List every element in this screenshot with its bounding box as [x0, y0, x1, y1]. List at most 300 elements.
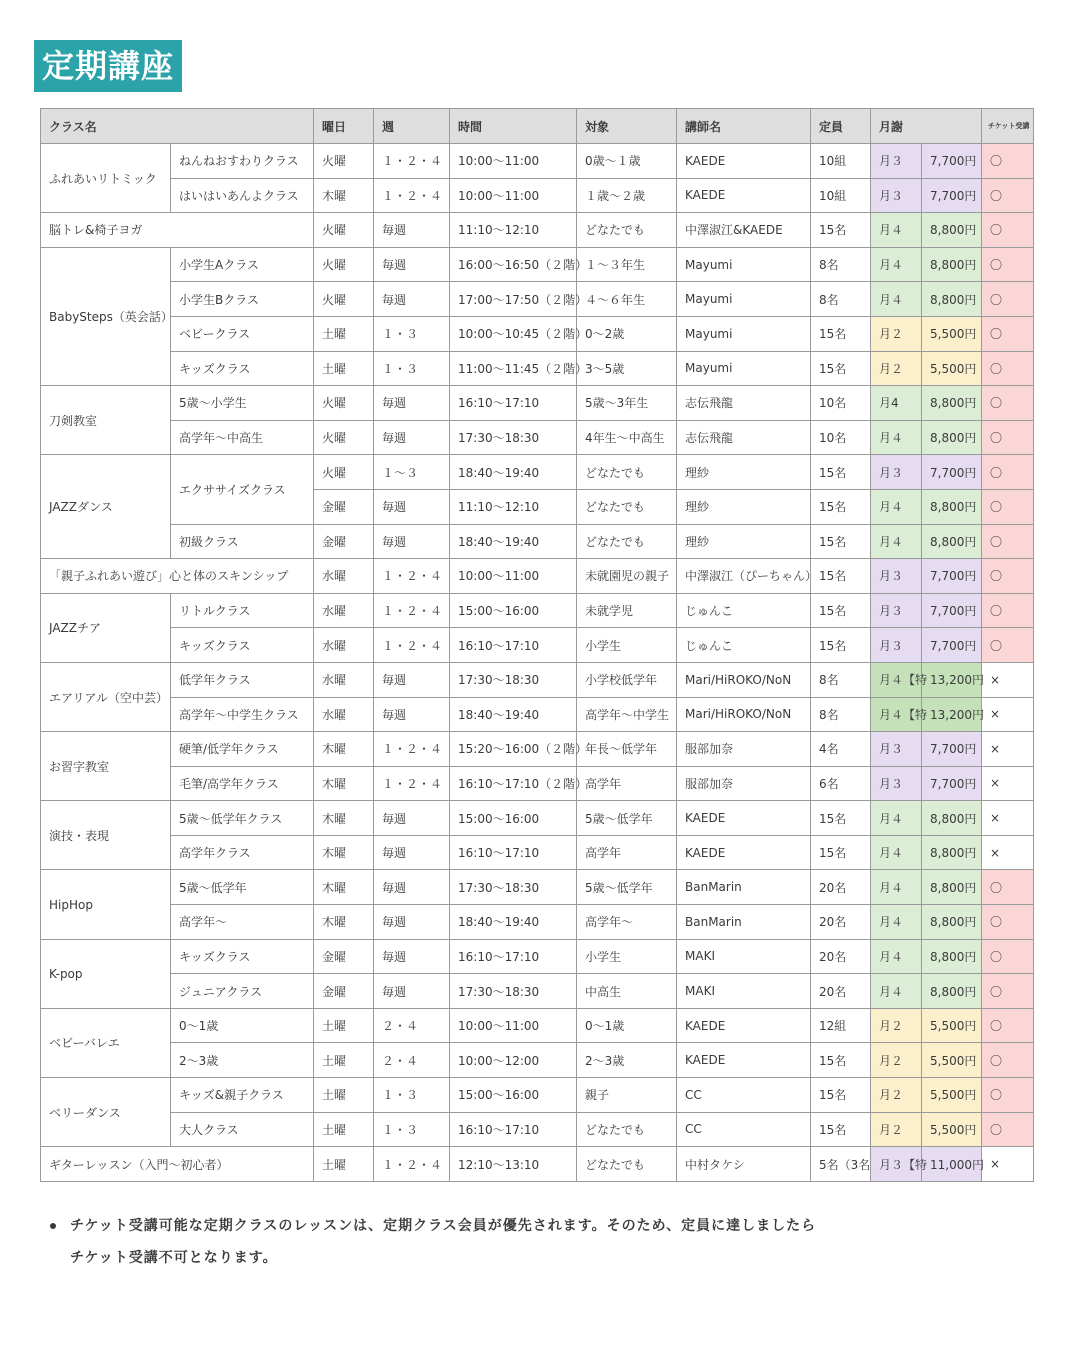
- table-row: [41, 1112, 1034, 1147]
- target-cell: どなたでも: [577, 1112, 677, 1147]
- week-cell: １・２・４: [374, 144, 450, 179]
- week-cell: 毎週: [374, 974, 450, 1009]
- teacher-cell: BanMarin: [677, 905, 811, 940]
- target-cell: どなたでも: [577, 455, 677, 490]
- week-cell: １・２・４: [374, 628, 450, 663]
- time-cell: 16:10〜17:10: [450, 835, 577, 870]
- time-cell: 15:00〜16:00: [450, 593, 577, 628]
- lesson-count-cell: 月４: [871, 870, 922, 905]
- lesson-count-cell: 月４: [871, 974, 922, 1009]
- capacity-cell: 20名: [811, 974, 871, 1009]
- table-row: [41, 1043, 1034, 1078]
- day-cell: 土曜: [314, 1008, 374, 1043]
- day-cell: 水曜: [314, 593, 374, 628]
- week-cell: 毎週: [374, 801, 450, 836]
- ticket-cell: 〇: [982, 386, 1034, 421]
- table-row: [41, 524, 1034, 559]
- ticket-cell: 〇: [982, 593, 1034, 628]
- sub-class-name: キッズクラス: [171, 939, 314, 974]
- class-group-name: JAZZチア: [41, 593, 171, 662]
- capacity-cell: 8名: [811, 697, 871, 732]
- sub-class-name: 高学年〜中学生クラス: [171, 697, 314, 732]
- fee-cell: 8,800円: [922, 386, 982, 421]
- week-cell: 毎週: [374, 213, 450, 248]
- table-row: [41, 1147, 1034, 1182]
- lesson-count-cell: 月３: [871, 455, 922, 490]
- teacher-cell: MAKI: [677, 974, 811, 1009]
- table-row: [41, 386, 1034, 421]
- class-schedule-table: [40, 108, 1034, 1182]
- capacity-cell: 8名: [811, 282, 871, 317]
- class-group-name: 「親子ふれあい遊び」心と体のスキンシップ: [41, 559, 314, 594]
- lesson-count-cell: 月４: [871, 282, 922, 317]
- header-time: 時間: [450, 109, 577, 144]
- teacher-cell: 中村タケシ: [677, 1147, 811, 1182]
- lesson-count-cell: 月３: [871, 559, 922, 594]
- lesson-count-cell: 月２: [871, 1008, 922, 1043]
- capacity-cell: 15名: [811, 316, 871, 351]
- ticket-cell: 〇: [982, 144, 1034, 179]
- capacity-cell: 5名（3名: [811, 1147, 871, 1182]
- table-row: [41, 144, 1034, 179]
- fee-cell: 7,700円: [922, 628, 982, 663]
- target-cell: 高学年: [577, 766, 677, 801]
- class-group-name: BabySteps（英会話）: [41, 247, 171, 385]
- capacity-cell: 6名: [811, 766, 871, 801]
- sub-class-name: ねんねおすわりクラス: [171, 144, 314, 179]
- fee-cell: 8,800円: [922, 870, 982, 905]
- day-cell: 土曜: [314, 1112, 374, 1147]
- lesson-count-cell: 月２: [871, 351, 922, 386]
- target-cell: 小学校低学年: [577, 662, 677, 697]
- week-cell: ２・４: [374, 1008, 450, 1043]
- week-cell: 毎週: [374, 870, 450, 905]
- day-cell: 水曜: [314, 662, 374, 697]
- time-cell: 10:00〜11:00: [450, 178, 577, 213]
- capacity-cell: 12組: [811, 1008, 871, 1043]
- target-cell: 中高生: [577, 974, 677, 1009]
- capacity-cell: 15名: [811, 593, 871, 628]
- fee-cell: 8,800円: [922, 524, 982, 559]
- fee-cell: 8,800円: [922, 939, 982, 974]
- fee-cell: 5,500円: [922, 1043, 982, 1078]
- table-row: [41, 905, 1034, 940]
- class-group-name: ふれあいリトミック: [41, 144, 171, 213]
- ticket-cell: ×: [982, 835, 1034, 870]
- capacity-cell: 8名: [811, 662, 871, 697]
- teacher-cell: 理紗: [677, 489, 811, 524]
- ticket-cell: 〇: [982, 974, 1034, 1009]
- header-capacity: 定員: [811, 109, 871, 144]
- day-cell: 木曜: [314, 905, 374, 940]
- ticket-cell: 〇: [982, 524, 1034, 559]
- capacity-cell: 15名: [811, 489, 871, 524]
- sub-class-name: 毛筆/高学年クラス: [171, 766, 314, 801]
- sub-class-name: はいはいあんよクラス: [171, 178, 314, 213]
- capacity-cell: 10名: [811, 420, 871, 455]
- day-cell: 金曜: [314, 974, 374, 1009]
- note-line-1: チケット受講可能な定期クラスのレッスンは、定期クラス会員が優先されます。そのため、定員に達しましたら: [70, 1218, 817, 1234]
- ticket-cell: ×: [982, 662, 1034, 697]
- teacher-cell: 理紗: [677, 524, 811, 559]
- time-cell: 17:00〜17:50（２階）: [450, 282, 577, 317]
- class-group-name: JAZZダンス: [41, 455, 171, 559]
- sub-class-name: 高学年〜中高生: [171, 420, 314, 455]
- sub-class-name: 5歳〜小学生: [171, 386, 314, 421]
- week-cell: １・３: [374, 1078, 450, 1113]
- time-cell: 16:10〜17:10（２階）: [450, 766, 577, 801]
- time-cell: 16:10〜17:10: [450, 939, 577, 974]
- ticket-cell: 〇: [982, 213, 1034, 248]
- capacity-cell: 15名: [811, 1078, 871, 1113]
- day-cell: 水曜: [314, 697, 374, 732]
- time-cell: 18:40〜19:40: [450, 697, 577, 732]
- time-cell: 11:10〜12:10: [450, 213, 577, 248]
- fee-cell: 13,200円: [922, 662, 982, 697]
- time-cell: 18:40〜19:40: [450, 455, 577, 490]
- sub-class-name: 低学年クラス: [171, 662, 314, 697]
- time-cell: 15:00〜16:00: [450, 801, 577, 836]
- lesson-count-cell: 月３【特: [871, 1147, 922, 1182]
- table-row: [41, 974, 1034, 1009]
- ticket-cell: ×: [982, 732, 1034, 767]
- day-cell: 水曜: [314, 628, 374, 663]
- capacity-cell: 10組: [811, 178, 871, 213]
- sub-class-name: 初級クラス: [171, 524, 314, 559]
- week-cell: 毎週: [374, 905, 450, 940]
- class-group-name: エアリアル（空中芸）: [41, 662, 171, 731]
- week-cell: ２・４: [374, 1043, 450, 1078]
- lesson-count-cell: 月４: [871, 524, 922, 559]
- target-cell: ４〜６年生: [577, 282, 677, 317]
- sub-class-name: 2〜3歳: [171, 1043, 314, 1078]
- teacher-cell: 中澤淑江&KAEDE: [677, 213, 811, 248]
- week-cell: １・２・４: [374, 593, 450, 628]
- note-line-2: チケット受講不可となります。: [70, 1250, 278, 1266]
- fee-cell: 7,700円: [922, 559, 982, 594]
- time-cell: 16:00〜16:50（２階）: [450, 247, 577, 282]
- fee-cell: 7,700円: [922, 178, 982, 213]
- capacity-cell: 15名: [811, 1112, 871, 1147]
- target-cell: 年長〜低学年: [577, 732, 677, 767]
- week-cell: １・２・４: [374, 559, 450, 594]
- week-cell: 毎週: [374, 489, 450, 524]
- fee-cell: 8,800円: [922, 489, 982, 524]
- day-cell: 土曜: [314, 1078, 374, 1113]
- teacher-cell: じゅんこ: [677, 593, 811, 628]
- header-week: 週: [374, 109, 450, 144]
- target-cell: 小学生: [577, 939, 677, 974]
- ticket-cell: 〇: [982, 870, 1034, 905]
- time-cell: 10:00〜10:45（２階）: [450, 316, 577, 351]
- capacity-cell: 15名: [811, 213, 871, 248]
- teacher-cell: 志伝飛龍: [677, 420, 811, 455]
- time-cell: 16:10〜17:10: [450, 1112, 577, 1147]
- teacher-cell: KAEDE: [677, 178, 811, 213]
- fee-cell: 5,500円: [922, 1008, 982, 1043]
- lesson-count-cell: 月３: [871, 732, 922, 767]
- week-cell: 毎週: [374, 524, 450, 559]
- table-row: [41, 801, 1034, 836]
- target-cell: 小学生: [577, 628, 677, 663]
- capacity-cell: 15名: [811, 455, 871, 490]
- time-cell: 15:00〜16:00: [450, 1078, 577, 1113]
- teacher-cell: KAEDE: [677, 835, 811, 870]
- week-cell: １・２・４: [374, 732, 450, 767]
- fee-cell: 7,700円: [922, 455, 982, 490]
- week-cell: １・３: [374, 351, 450, 386]
- day-cell: 火曜: [314, 455, 374, 490]
- fee-cell: 13,200円: [922, 697, 982, 732]
- fee-cell: 8,800円: [922, 282, 982, 317]
- note-item: [48, 1210, 1028, 1274]
- teacher-cell: CC: [677, 1112, 811, 1147]
- day-cell: 金曜: [314, 489, 374, 524]
- sub-class-name: 高学年クラス: [171, 835, 314, 870]
- day-cell: 水曜: [314, 559, 374, 594]
- week-cell: 毎週: [374, 282, 450, 317]
- page-title: 定期講座: [34, 40, 182, 92]
- target-cell: 0歳〜１歳: [577, 144, 677, 179]
- teacher-cell: KAEDE: [677, 144, 811, 179]
- table-row: [41, 593, 1034, 628]
- fee-cell: 8,800円: [922, 213, 982, 248]
- class-group-name: 演技・表現: [41, 801, 171, 870]
- day-cell: 火曜: [314, 420, 374, 455]
- lesson-count-cell: 月２: [871, 316, 922, 351]
- time-cell: 18:40〜19:40: [450, 524, 577, 559]
- fee-cell: 8,800円: [922, 835, 982, 870]
- lesson-count-cell: 月４【特: [871, 662, 922, 697]
- header-fee: 月謝: [871, 109, 982, 144]
- teacher-cell: KAEDE: [677, 1008, 811, 1043]
- sub-class-name: 大人クラス: [171, 1112, 314, 1147]
- ticket-cell: ×: [982, 697, 1034, 732]
- table-row: [41, 213, 1034, 248]
- week-cell: 毎週: [374, 386, 450, 421]
- teacher-cell: Mari/HiROKO/NoN: [677, 697, 811, 732]
- capacity-cell: 15名: [811, 524, 871, 559]
- fee-cell: 8,800円: [922, 247, 982, 282]
- fee-cell: 8,800円: [922, 974, 982, 1009]
- target-cell: 5歳〜3年生: [577, 386, 677, 421]
- class-group-name: お習字教室: [41, 732, 171, 801]
- header-teacher: 講師名: [677, 109, 811, 144]
- day-cell: 木曜: [314, 732, 374, 767]
- lesson-count-cell: 月４【特: [871, 697, 922, 732]
- ticket-cell: 〇: [982, 1008, 1034, 1043]
- table-row: [41, 455, 1034, 490]
- sub-class-name: キッズ&親子クラス: [171, 1078, 314, 1113]
- week-cell: 毎週: [374, 697, 450, 732]
- day-cell: 土曜: [314, 351, 374, 386]
- teacher-cell: MAKI: [677, 939, 811, 974]
- target-cell: 4年生〜中高生: [577, 420, 677, 455]
- capacity-cell: 15名: [811, 559, 871, 594]
- ticket-cell: 〇: [982, 559, 1034, 594]
- notes: [48, 1210, 1028, 1274]
- capacity-cell: 10名: [811, 386, 871, 421]
- day-cell: 金曜: [314, 939, 374, 974]
- lesson-count-cell: 月４: [871, 835, 922, 870]
- target-cell: 高学年〜中学生: [577, 697, 677, 732]
- lesson-count-cell: 月４: [871, 939, 922, 974]
- teacher-cell: じゅんこ: [677, 628, 811, 663]
- lesson-count-cell: 月４: [871, 247, 922, 282]
- header-day: 曜日: [314, 109, 374, 144]
- fee-cell: 5,500円: [922, 351, 982, 386]
- lesson-count-cell: 月３: [871, 766, 922, 801]
- ticket-cell: 〇: [982, 316, 1034, 351]
- ticket-cell: 〇: [982, 939, 1034, 974]
- lesson-count-cell: 月4: [871, 386, 922, 421]
- ticket-cell: 〇: [982, 351, 1034, 386]
- lesson-count-cell: 月３: [871, 593, 922, 628]
- ticket-cell: 〇: [982, 420, 1034, 455]
- sub-class-name: 0〜1歳: [171, 1008, 314, 1043]
- teacher-cell: Mayumi: [677, 282, 811, 317]
- week-cell: １・２・４: [374, 1147, 450, 1182]
- target-cell: 0〜2歳: [577, 316, 677, 351]
- time-cell: 11:10〜12:10: [450, 489, 577, 524]
- header-class-name: クラス名: [41, 109, 314, 144]
- capacity-cell: 20名: [811, 870, 871, 905]
- ticket-cell: 〇: [982, 1043, 1034, 1078]
- lesson-count-cell: 月３: [871, 178, 922, 213]
- ticket-cell: ×: [982, 801, 1034, 836]
- bullet-icon: [50, 1223, 56, 1229]
- sub-class-name: ベビークラス: [171, 316, 314, 351]
- class-group-name: ベビーバレエ: [41, 1008, 171, 1077]
- day-cell: 土曜: [314, 1147, 374, 1182]
- capacity-cell: 8名: [811, 247, 871, 282]
- ticket-cell: 〇: [982, 178, 1034, 213]
- lesson-count-cell: 月４: [871, 801, 922, 836]
- teacher-cell: 服部加奈: [677, 732, 811, 767]
- ticket-cell: 〇: [982, 489, 1034, 524]
- teacher-cell: 志伝飛龍: [677, 386, 811, 421]
- fee-cell: 5,500円: [922, 1112, 982, 1147]
- ticket-cell: 〇: [982, 905, 1034, 940]
- target-cell: どなたでも: [577, 489, 677, 524]
- lesson-count-cell: 月４: [871, 489, 922, 524]
- target-cell: 0〜1歳: [577, 1008, 677, 1043]
- capacity-cell: 10組: [811, 144, 871, 179]
- capacity-cell: 20名: [811, 939, 871, 974]
- table-row: [41, 628, 1034, 663]
- fee-cell: 8,800円: [922, 420, 982, 455]
- time-cell: 11:00〜11:45（２階）: [450, 351, 577, 386]
- class-group-name: ベリーダンス: [41, 1078, 171, 1147]
- fee-cell: 8,800円: [922, 801, 982, 836]
- class-group-name: K-pop: [41, 939, 171, 1008]
- teacher-cell: 中澤淑江（ぴーちゃん）: [677, 559, 811, 594]
- teacher-cell: CC: [677, 1078, 811, 1113]
- ticket-cell: 〇: [982, 1078, 1034, 1113]
- table-row: [41, 697, 1034, 732]
- lesson-count-cell: 月４: [871, 905, 922, 940]
- day-cell: 火曜: [314, 144, 374, 179]
- fee-cell: 11,000円: [922, 1147, 982, 1182]
- teacher-cell: KAEDE: [677, 801, 811, 836]
- day-cell: 土曜: [314, 1043, 374, 1078]
- teacher-cell: Mari/HiROKO/NoN: [677, 662, 811, 697]
- teacher-cell: KAEDE: [677, 1043, 811, 1078]
- table-row: [41, 662, 1034, 697]
- time-cell: 10:00〜11:00: [450, 144, 577, 179]
- day-cell: 木曜: [314, 178, 374, 213]
- table-row: [41, 939, 1034, 974]
- week-cell: １〜３: [374, 455, 450, 490]
- week-cell: １・３: [374, 1112, 450, 1147]
- time-cell: 12:10〜13:10: [450, 1147, 577, 1182]
- time-cell: 10:00〜11:00: [450, 1008, 577, 1043]
- ticket-cell: 〇: [982, 282, 1034, 317]
- week-cell: 毎週: [374, 247, 450, 282]
- day-cell: 木曜: [314, 766, 374, 801]
- time-cell: 17:30〜18:30: [450, 974, 577, 1009]
- week-cell: １・３: [374, 316, 450, 351]
- table-row: [41, 178, 1034, 213]
- target-cell: どなたでも: [577, 1147, 677, 1182]
- time-cell: 10:00〜12:00: [450, 1043, 577, 1078]
- sub-class-name: 5歳〜低学年クラス: [171, 801, 314, 836]
- target-cell: どなたでも: [577, 213, 677, 248]
- class-group-name: 刀剣教室: [41, 386, 171, 455]
- teacher-cell: 理紗: [677, 455, 811, 490]
- ticket-cell: 〇: [982, 1112, 1034, 1147]
- week-cell: １・２・４: [374, 178, 450, 213]
- day-cell: 木曜: [314, 870, 374, 905]
- time-cell: 16:10〜17:10: [450, 386, 577, 421]
- ticket-cell: ×: [982, 1147, 1034, 1182]
- fee-cell: 7,700円: [922, 766, 982, 801]
- day-cell: 火曜: [314, 282, 374, 317]
- day-cell: 木曜: [314, 801, 374, 836]
- table-row: [41, 316, 1034, 351]
- target-cell: １歳〜２歳: [577, 178, 677, 213]
- time-cell: 18:40〜19:40: [450, 905, 577, 940]
- fee-cell: 7,700円: [922, 732, 982, 767]
- sub-class-name: キッズクラス: [171, 351, 314, 386]
- day-cell: 木曜: [314, 835, 374, 870]
- table-row: [41, 247, 1034, 282]
- table-row: [41, 351, 1034, 386]
- class-group-name: HipHop: [41, 870, 171, 939]
- time-cell: 10:00〜11:00: [450, 559, 577, 594]
- table-header-row: [41, 109, 1034, 144]
- capacity-cell: 15名: [811, 801, 871, 836]
- target-cell: どなたでも: [577, 524, 677, 559]
- ticket-cell: 〇: [982, 628, 1034, 663]
- lesson-count-cell: 月２: [871, 1078, 922, 1113]
- sub-class-name: ジュニアクラス: [171, 974, 314, 1009]
- table-row: [41, 282, 1034, 317]
- target-cell: 5歳〜低学年: [577, 801, 677, 836]
- ticket-cell: 〇: [982, 247, 1034, 282]
- target-cell: 未就学児: [577, 593, 677, 628]
- week-cell: 毎週: [374, 662, 450, 697]
- teacher-cell: Mayumi: [677, 351, 811, 386]
- day-cell: 金曜: [314, 524, 374, 559]
- time-cell: 17:30〜18:30: [450, 870, 577, 905]
- capacity-cell: 20名: [811, 905, 871, 940]
- sub-class-name: 小学生Bクラス: [171, 282, 314, 317]
- week-cell: １・２・４: [374, 766, 450, 801]
- sub-class-name: キッズクラス: [171, 628, 314, 663]
- time-cell: 15:20〜16:00（２階）: [450, 732, 577, 767]
- class-group-name: ギターレッスン（入門〜初心者）: [41, 1147, 314, 1182]
